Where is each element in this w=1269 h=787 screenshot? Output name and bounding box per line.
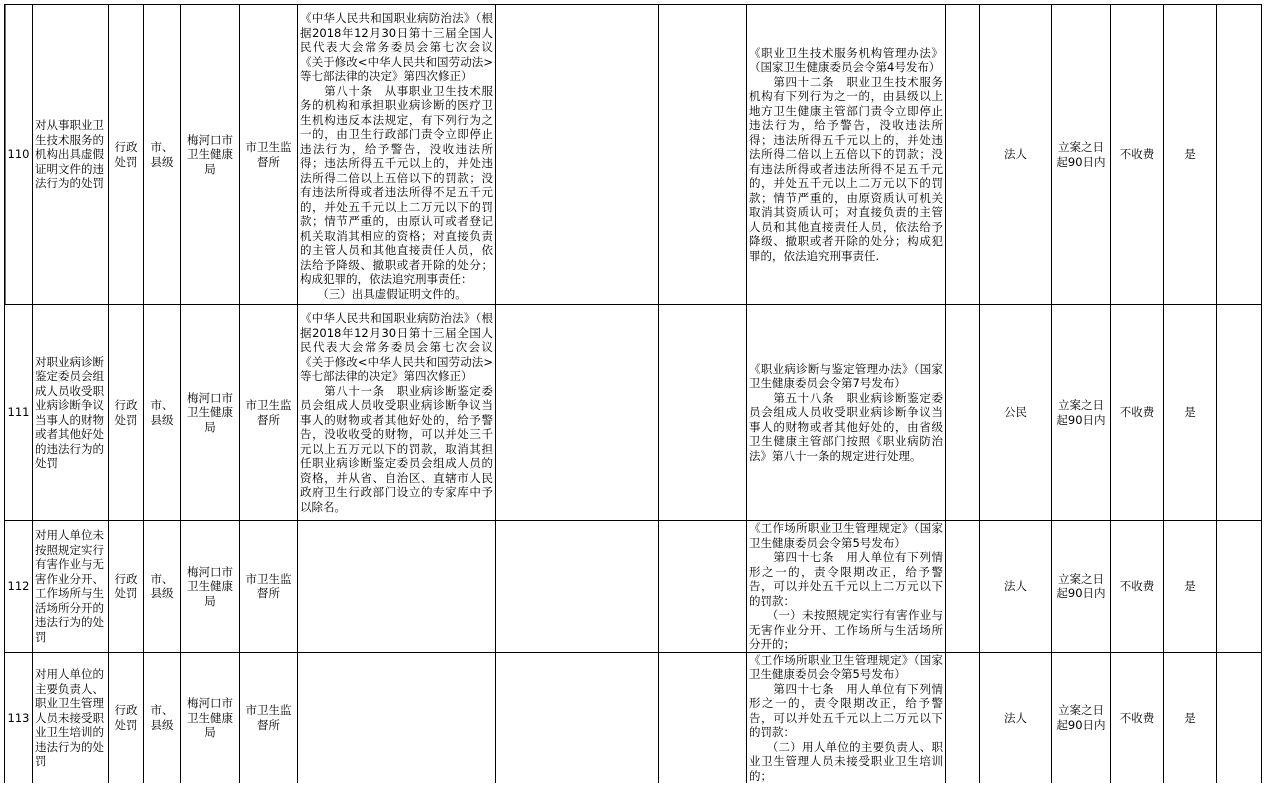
target-cell[interactable]: 法人: [980, 521, 1052, 653]
flag-cell[interactable]: 是: [1164, 652, 1217, 784]
sheet-bottom-edge: [0, 783, 1269, 787]
row-number[interactable]: 113: [5, 652, 33, 784]
empty-cell[interactable]: [946, 5, 980, 305]
flag-cell[interactable]: 是: [1164, 521, 1217, 653]
rule-basis-cell[interactable]: 《工作场所职业卫生管理规定》（国家卫生健康委员会令第5号发布） 第四十七条 用人单位有下列情形之一的，责令限期改正，给予警告，可以并处五千元以上二万元以下的罚款： （二）用人单位的主要负责人、职业卫生管理人员未接受职业卫生培训的；: [747, 652, 946, 784]
category-cell[interactable]: 行政处罚: [109, 305, 144, 521]
authority-cell[interactable]: 梅河口市卫生健康局: [181, 521, 240, 653]
fee-cell[interactable]: 不收费: [1111, 652, 1164, 784]
level-cell[interactable]: 市、县级: [144, 305, 181, 521]
law-basis-cell[interactable]: 《中华人民共和国职业病防治法》（根据2018年12月30日第十三届全国人民代表大会常务委员会第七次会议《关于修改<中华人民共和国劳动法>等七部法律的决定》第四次修正） 第八十条 从事职业卫生技术服务的机构和承担职业病诊断的医疗卫生机构违反本法规定，有下列行为之一的，由卫生行政部门责令立即停止违法行为，给予警告，没收违法所得；违法所得五千元以上的，并处违法所得二倍以上五倍以下的罚款；没有违法所得或者违法所得不足五千元的，并处五千元以上二万元以下的罚款；情节严重的，由原认可或者登记机关取消其相应的资格；对直接负责的主管人员和其他直接责任人员，依法给予降级、撤职或者开除的处分；构成犯罪的，依法追究刑事责任： （三）出具虚假证明文件的。: [298, 5, 496, 305]
table-row[interactable]: [5, 305, 1262, 521]
empty-cell[interactable]: [1217, 521, 1262, 653]
authority-cell[interactable]: 梅河口市卫生健康局: [181, 5, 240, 305]
empty-cell[interactable]: [659, 305, 747, 521]
category-cell[interactable]: 行政处罚: [109, 5, 144, 305]
flag-cell[interactable]: 是: [1164, 305, 1217, 521]
law-basis-cell[interactable]: 《中华人民共和国职业病防治法》（根据2018年12月30日第十三届全国人民代表大会常务委员会第七次会议《关于修改<中华人民共和国劳动法>等七部法律的决定》第四次修正） 第八十一条 职业病诊断鉴定委员会组成人员收受职业病诊断争议当事人的财物或者其他好处的，给予警告，没收收受的财物，可以并处三千元以上五万元以下的罚款，取消其担任职业病诊断鉴定委员会组成人员的资格，并从省、自治区、直辖市人民政府卫生行政部门设立的专家库中予以除名。: [298, 305, 496, 521]
level-cell[interactable]: 市、县级: [144, 652, 181, 784]
unit-cell[interactable]: 市卫生监督所: [240, 5, 298, 305]
target-cell[interactable]: 公民: [980, 305, 1052, 521]
law-basis-cell[interactable]: [298, 652, 496, 784]
empty-cell[interactable]: [496, 5, 659, 305]
empty-cell[interactable]: [659, 652, 747, 784]
rule-basis-cell[interactable]: 《职业卫生技术服务机构管理办法》（国家卫生健康委员会令第4号发布） 第四十二条 职业卫生技术服务机构有下列行为之一的，由县级以上地方卫生健康主管部门责令立即停止违法行为，给予警告，没收违法所得；违法所得五千元以上的，并处违法所得二倍以上五倍以下的罚款；没有违法所得或者违法所得不足五千元的，并处五千元以上二万元以下的罚款；情节严重的，由原资质认可机关取消其资质认可；对直接负责的主管人员和其他直接责任人员，依法给予降级、撤职或者开除的处分；构成犯罪的，依法追究刑事责任.: [747, 5, 946, 305]
empty-cell[interactable]: [496, 652, 659, 784]
item-name-cell[interactable]: 对从事职业卫生技术服务的机构出具虚假证明文件的违法行为的处罚: [33, 5, 109, 305]
empty-cell[interactable]: [946, 305, 980, 521]
law-basis-cell[interactable]: [298, 521, 496, 653]
empty-cell[interactable]: [496, 521, 659, 653]
rule-basis-cell[interactable]: 《职业病诊断与鉴定管理办法》（国家卫生健康委员会令第7号发布） 第五十八条 职业病诊断鉴定委员会组成人员收受职业病诊断争议当事人的财物或者其他好处的，由省级卫生健康主管部门按照《职业病防治法》第八十一条的规定进行处理。: [747, 305, 946, 521]
flag-cell[interactable]: 是: [1164, 5, 1217, 305]
deadline-cell[interactable]: 立案之日起90日内: [1052, 521, 1111, 653]
empty-cell[interactable]: [1217, 5, 1262, 305]
empty-cell[interactable]: [946, 652, 980, 784]
unit-cell[interactable]: 市卫生监督所: [240, 652, 298, 784]
fee-cell[interactable]: 不收费: [1111, 5, 1164, 305]
deadline-cell[interactable]: 立案之日起90日内: [1052, 5, 1111, 305]
unit-cell[interactable]: 市卫生监督所: [240, 521, 298, 653]
empty-cell[interactable]: [1217, 652, 1262, 784]
deadline-cell[interactable]: 立案之日起90日内: [1052, 652, 1111, 784]
row-number[interactable]: 110: [5, 5, 33, 305]
table-row[interactable]: [5, 521, 1262, 653]
empty-cell[interactable]: [659, 521, 747, 653]
item-name-cell[interactable]: 对职业病诊断鉴定委员会组成人员收受职业病诊断争议当事人的财物或者其他好处的违法行为的处罚: [33, 305, 109, 521]
empty-cell[interactable]: [496, 305, 659, 521]
level-cell[interactable]: 市、县级: [144, 521, 181, 653]
category-cell[interactable]: 行政处罚: [109, 652, 144, 784]
row-number[interactable]: 112: [5, 521, 33, 653]
unit-cell[interactable]: 市卫生监督所: [240, 305, 298, 521]
fee-cell[interactable]: 不收费: [1111, 305, 1164, 521]
category-cell[interactable]: 行政处罚: [109, 521, 144, 653]
item-name-cell[interactable]: 对用人单位的主要负责人、职业卫生管理人员未接受职业卫生培训的违法行为的处罚: [33, 652, 109, 784]
table-row[interactable]: [5, 5, 1262, 305]
empty-cell[interactable]: [659, 5, 747, 305]
deadline-cell[interactable]: 立案之日起90日内: [1052, 305, 1111, 521]
authority-cell[interactable]: 梅河口市卫生健康局: [181, 305, 240, 521]
level-cell[interactable]: 市、县级: [144, 5, 181, 305]
item-name-cell[interactable]: 对用人单位未按照规定实行有害作业与无害作业分开、工作场所与生活场所分开的违法行为的处罚: [33, 521, 109, 653]
fee-cell[interactable]: 不收费: [1111, 521, 1164, 653]
empty-cell[interactable]: [1217, 305, 1262, 521]
authority-cell[interactable]: 梅河口市卫生健康局: [181, 652, 240, 784]
spreadsheet-table: [4, 4, 1262, 784]
empty-cell[interactable]: [946, 521, 980, 653]
table-row[interactable]: [5, 652, 1262, 784]
target-cell[interactable]: 法人: [980, 5, 1052, 305]
target-cell[interactable]: 法人: [980, 652, 1052, 784]
rule-basis-cell[interactable]: 《工作场所职业卫生管理规定》（国家卫生健康委员会令第5号发布） 第四十七条 用人单位有下列情形之一的，责令限期改正，给予警告，可以并处五千元以上二万元以下的罚款： （一）未按照规定实行有害作业与无害作业分开、工作场所与生活场所分开的；: [747, 521, 946, 653]
row-number[interactable]: 111: [5, 305, 33, 521]
